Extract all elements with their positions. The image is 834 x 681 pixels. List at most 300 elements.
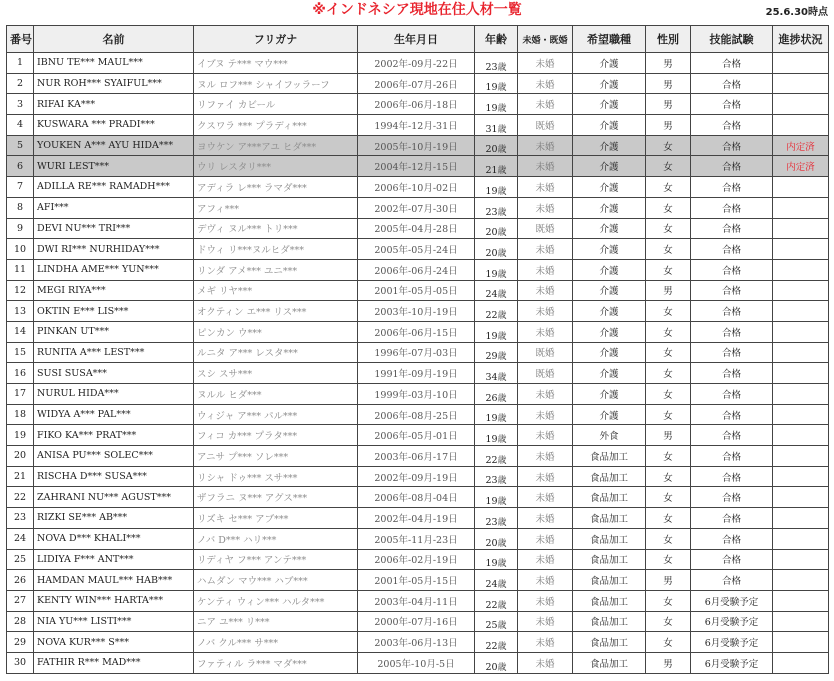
cell-no: 8 [7,197,34,218]
age-value: 19 [485,558,498,570]
cell-kana: リシャ ドゥ*** スサ*** [194,466,358,487]
header-sex: 性別 [646,26,691,53]
cell-name: WIDYA A*** PAL*** [34,404,194,425]
age-unit: 歳 [497,269,507,280]
table-row [7,652,829,673]
age-unit: 歳 [497,600,507,611]
age-value: 24 [485,289,498,301]
cell-no: 24 [7,528,34,549]
cell-sex: 女 [646,342,691,363]
cell-dob: 2003年-06月-17日 [358,446,475,467]
age-unit: 歳 [497,124,507,135]
cell-name: RUNITA A*** LEST*** [34,342,194,363]
cell-sex: 男 [646,570,691,591]
age-value: 19 [485,82,498,94]
cell-no: 27 [7,590,34,611]
cell-age [475,156,518,177]
age-value: 20 [485,144,498,156]
as-of-date: 25.6.30時点 [765,7,828,18]
age-unit: 歳 [497,662,507,673]
cell-age [475,197,518,218]
cell-status: 内定済 [773,156,829,177]
cell-dob: 2006年-06月-15日 [358,321,475,342]
cell-kana: スシ スサ*** [194,363,358,384]
cell-name: WURI LEST*** [34,156,194,177]
cell-skill: 合格 [691,570,773,591]
cell-skill: 合格 [691,218,773,239]
cell-name: LINDHA AME*** YUN*** [34,259,194,280]
cell-job: 食品加工 [573,487,646,508]
cell-marital: 未婚 [518,135,573,156]
table-row [7,363,829,384]
age-unit: 歳 [497,290,507,301]
age-value: 19 [485,413,498,425]
age-unit: 歳 [497,435,507,446]
cell-dob: 2006年-08月-25日 [358,404,475,425]
table-row [7,549,829,570]
cell-name: RIZKI SE*** AB*** [34,508,194,529]
cell-dob: 2006年-05月-01日 [358,425,475,446]
cell-job: 介護 [573,239,646,260]
cell-sex: 男 [646,115,691,136]
cell-marital: 未婚 [518,508,573,529]
table-row [7,508,829,529]
age-value: 23 [485,516,498,528]
cell-marital: 未婚 [518,73,573,94]
age-value: 22 [485,309,498,321]
cell-job: 介護 [573,73,646,94]
table-row [7,611,829,632]
cell-name: DWI RI*** NURHIDAY*** [34,239,194,260]
age-unit: 歳 [497,352,507,363]
table-row [7,570,829,591]
cell-marital: 未婚 [518,611,573,632]
age-unit: 歳 [497,104,507,115]
age-value: 24 [485,578,498,590]
cell-job: 食品加工 [573,611,646,632]
cell-skill: 合格 [691,53,773,74]
age-value: 22 [485,640,498,652]
cell-sex: 女 [646,321,691,342]
cell-name: DEVI NU*** TRI*** [34,218,194,239]
cell-age [475,115,518,136]
cell-skill: 合格 [691,73,773,94]
cell-dob: 2002年-04月-19日 [358,508,475,529]
cell-dob: 2001年-05月-05日 [358,280,475,301]
age-value: 25 [485,620,498,632]
cell-kana: アニサ プ*** ソレ*** [194,446,358,467]
cell-no: 15 [7,342,34,363]
header-row [7,26,829,53]
cell-sex: 女 [646,156,691,177]
cell-marital: 既婚 [518,115,573,136]
cell-status [773,590,829,611]
cell-name: RISCHA D*** SUSA*** [34,466,194,487]
cell-marital: 未婚 [518,384,573,405]
cell-job: 食品加工 [573,632,646,653]
cell-name: ANISA PU*** SOLEC*** [34,446,194,467]
cell-marital: 未婚 [518,197,573,218]
cell-sex: 女 [646,549,691,570]
age-value: 29 [485,351,498,363]
age-unit: 歳 [497,248,507,259]
age-value: 21 [485,165,498,177]
age-value: 19 [485,330,498,342]
cell-job: 食品加工 [573,466,646,487]
cell-kana: ノバ D*** ハリ*** [194,528,358,549]
cell-no: 12 [7,280,34,301]
cell-sex: 女 [646,487,691,508]
cell-dob: 1999年-03月-10日 [358,384,475,405]
cell-name: PINKAN UT*** [34,321,194,342]
cell-dob: 2003年-10月-19日 [358,301,475,322]
cell-no: 14 [7,321,34,342]
cell-no: 10 [7,239,34,260]
cell-sex: 男 [646,425,691,446]
age-unit: 歳 [497,83,507,94]
cell-skill: 合格 [691,425,773,446]
cell-status [773,218,829,239]
cell-no: 30 [7,652,34,673]
cell-status [773,549,829,570]
cell-marital: 未婚 [518,632,573,653]
cell-age [475,280,518,301]
table-row [7,115,829,136]
cell-status [773,446,829,467]
cell-skill: 合格 [691,115,773,136]
cell-dob: 2006年-06月-18日 [358,94,475,115]
cell-sex: 女 [646,301,691,322]
cell-marital: 未婚 [518,94,573,115]
cell-name: IBNU TE*** MAUL*** [34,53,194,74]
cell-marital: 未婚 [518,590,573,611]
age-unit: 歳 [497,145,507,156]
cell-dob: 2005年-10月-19日 [358,135,475,156]
cell-status [773,73,829,94]
cell-dob: 2006年-08月-04日 [358,487,475,508]
table-row [7,425,829,446]
cell-no: 2 [7,73,34,94]
cell-sex: 男 [646,73,691,94]
cell-job: 食品加工 [573,570,646,591]
cell-age [475,611,518,632]
cell-no: 26 [7,570,34,591]
cell-age [475,549,518,570]
age-unit: 歳 [497,414,507,425]
cell-age [475,404,518,425]
table-row [7,280,829,301]
cell-sex: 女 [646,611,691,632]
cell-sex: 女 [646,590,691,611]
cell-name: AFI*** [34,197,194,218]
age-unit: 歳 [497,62,507,73]
cell-marital: 既婚 [518,363,573,384]
cell-dob: 2003年-04月-11日 [358,590,475,611]
cell-age [475,135,518,156]
cell-status [773,280,829,301]
age-value: 19 [485,496,498,508]
cell-no: 18 [7,404,34,425]
age-unit: 歳 [497,559,507,570]
cell-no: 13 [7,301,34,322]
cell-status [773,652,829,673]
table-row [7,528,829,549]
table-row [7,342,829,363]
cell-kana: リファイ カビール [194,94,358,115]
header-status: 進捗状況 [773,26,829,53]
cell-sex: 男 [646,53,691,74]
cell-name: NIA YU*** LISTI*** [34,611,194,632]
cell-dob: 2002年-09月-19日 [358,466,475,487]
cell-job: 介護 [573,135,646,156]
table-row [7,239,829,260]
cell-no: 5 [7,135,34,156]
table-row [7,197,829,218]
cell-status [773,94,829,115]
age-value: 20 [485,661,498,673]
cell-dob: 2006年-10月-02日 [358,177,475,198]
header-job: 希望職種 [573,26,646,53]
cell-status [773,508,829,529]
cell-job: 食品加工 [573,549,646,570]
table-row [7,53,829,74]
table-row [7,259,829,280]
cell-age [475,487,518,508]
table-row [7,446,829,467]
table-row [7,466,829,487]
cell-status [773,384,829,405]
header-dob: 生年月日 [358,26,475,53]
cell-status [773,197,829,218]
cell-kana: ドウィ リ***ヌルヒダ*** [194,239,358,260]
cell-job: 食品加工 [573,446,646,467]
cell-age [475,446,518,467]
cell-kana: メギ リヤ*** [194,280,358,301]
cell-kana: フィコ カ*** プラタ*** [194,425,358,446]
cell-job: 介護 [573,177,646,198]
cell-marital: 未婚 [518,259,573,280]
cell-name: ADILLA RE*** RAMADH*** [34,177,194,198]
cell-skill: 合格 [691,404,773,425]
cell-marital: 未婚 [518,239,573,260]
cell-age [475,94,518,115]
cell-kana: ピンカン ウ*** [194,321,358,342]
age-unit: 歳 [497,331,507,342]
header-age: 年齢 [475,26,518,53]
age-value: 22 [485,599,498,611]
cell-skill: 合格 [691,446,773,467]
table-row [7,487,829,508]
age-unit: 歳 [497,517,507,528]
cell-age [475,528,518,549]
cell-marital: 既婚 [518,218,573,239]
cell-status [773,632,829,653]
cell-sex: 男 [646,652,691,673]
cell-marital: 既婚 [518,342,573,363]
cell-skill: 合格 [691,197,773,218]
cell-dob: 1994年-12月-31日 [358,115,475,136]
cell-age [475,53,518,74]
cell-marital: 未婚 [518,528,573,549]
cell-skill: 合格 [691,280,773,301]
cell-sex: 女 [646,508,691,529]
cell-kana: デヴィ ヌル*** トリ*** [194,218,358,239]
cell-sex: 女 [646,363,691,384]
cell-skill: 合格 [691,239,773,260]
cell-skill: 合格 [691,301,773,322]
cell-kana: アフィ*** [194,197,358,218]
cell-age [475,384,518,405]
cell-sex: 女 [646,177,691,198]
cell-skill: 6月受験予定 [691,632,773,653]
cell-age [475,425,518,446]
cell-dob: 2005年-05月-24日 [358,239,475,260]
cell-marital: 未婚 [518,446,573,467]
cell-kana: ヌル ロフ*** シャイフッラーフ [194,73,358,94]
cell-marital: 未婚 [518,652,573,673]
table-body [7,53,829,674]
cell-job: 外食 [573,425,646,446]
cell-age [475,570,518,591]
table-row [7,590,829,611]
age-unit: 歳 [497,373,507,383]
cell-skill: 合格 [691,259,773,280]
cell-skill: 合格 [691,177,773,198]
cell-status [773,528,829,549]
age-value: 20 [485,537,498,549]
cell-skill: 合格 [691,549,773,570]
cell-age [475,508,518,529]
cell-name: ZAHRANI NU*** AGUST*** [34,487,194,508]
cell-job: 食品加工 [573,652,646,673]
cell-status [773,259,829,280]
cell-marital: 未婚 [518,321,573,342]
cell-name: FIKO KA*** PRAT*** [34,425,194,446]
cell-status [773,611,829,632]
age-value: 19 [485,185,498,197]
cell-kana: ハムダン マウ*** ハブ*** [194,570,358,591]
cell-name: RIFAI KA*** [34,94,194,115]
cell-status [773,425,829,446]
cell-job: 食品加工 [573,508,646,529]
age-unit: 歳 [497,476,507,487]
cell-kana: リンダ アメ*** ユニ*** [194,259,358,280]
cell-skill: 合格 [691,363,773,384]
cell-sex: 女 [646,239,691,260]
cell-status [773,53,829,74]
cell-name: NOVA D*** KHALI*** [34,528,194,549]
cell-name: NOVA KUR*** S*** [34,632,194,653]
cell-marital: 未婚 [518,570,573,591]
cell-kana: ザフラニ ヌ*** アグス*** [194,487,358,508]
cell-no: 21 [7,466,34,487]
cell-sex: 女 [646,528,691,549]
cell-age [475,652,518,673]
cell-job: 介護 [573,259,646,280]
cell-skill: 合格 [691,321,773,342]
age-unit: 歳 [497,393,507,404]
age-unit: 歳 [497,310,507,321]
cell-dob: 2004年-12月-15日 [358,156,475,177]
age-value: 34 [485,372,498,383]
age-value: 19 [485,103,498,115]
cell-sex: 女 [646,218,691,239]
cell-job: 介護 [573,94,646,115]
cell-dob: 2006年-07月-26日 [358,73,475,94]
cell-dob: 2006年-06月-24日 [358,259,475,280]
cell-sex: 男 [646,94,691,115]
age-value: 20 [485,227,498,239]
age-value: 26 [485,392,498,404]
cell-status [773,487,829,508]
candidate-table [6,25,829,674]
cell-job: 介護 [573,363,646,384]
cell-job: 介護 [573,404,646,425]
cell-dob: 2005年-04月-28日 [358,218,475,239]
cell-dob: 2001年-05月-15日 [358,570,475,591]
cell-skill: 合格 [691,528,773,549]
cell-sex: 男 [646,280,691,301]
cell-marital: 未婚 [518,301,573,322]
cell-age [475,177,518,198]
cell-status [773,363,829,384]
cell-name: FATHIR R*** MAD*** [34,652,194,673]
cell-no: 3 [7,94,34,115]
cell-no: 25 [7,549,34,570]
age-value: 23 [485,61,498,73]
cell-status: 内定済 [773,135,829,156]
age-value: 19 [485,268,498,280]
header-no: 番号 [7,26,34,53]
cell-age [475,239,518,260]
age-unit: 歳 [497,538,507,549]
cell-kana: ウリ レスタリ*** [194,156,358,177]
age-unit: 歳 [497,186,507,197]
cell-age [475,363,518,384]
cell-age [475,342,518,363]
cell-age [475,466,518,487]
cell-job: 食品加工 [573,590,646,611]
cell-kana: アディラ レ*** ラマダ*** [194,177,358,198]
age-unit: 歳 [497,579,507,590]
cell-dob: 2002年-07月-30日 [358,197,475,218]
cell-no: 7 [7,177,34,198]
cell-skill: 合格 [691,384,773,405]
cell-job: 介護 [573,156,646,177]
table-row [7,177,829,198]
cell-status [773,570,829,591]
age-unit: 歳 [497,228,507,239]
cell-dob: 2000年-07月-16日 [358,611,475,632]
cell-no: 22 [7,487,34,508]
cell-no: 20 [7,446,34,467]
header-marital: 未婚・既婚 [518,26,573,53]
cell-name: NURUL HIDA*** [34,384,194,405]
cell-age [475,321,518,342]
cell-skill: 6月受験予定 [691,652,773,673]
page-title: ※インドネシア現地在住人材一覧 [312,2,522,18]
cell-sex: 女 [646,197,691,218]
cell-name: KUSWARA *** PRADI*** [34,115,194,136]
age-value: 31 [485,123,498,135]
cell-job: 介護 [573,115,646,136]
age-unit: 歳 [497,621,507,632]
age-unit: 歳 [497,641,507,652]
age-value: 23 [485,206,498,218]
cell-skill: 合格 [691,342,773,363]
cell-no: 16 [7,363,34,384]
cell-marital: 未婚 [518,487,573,508]
